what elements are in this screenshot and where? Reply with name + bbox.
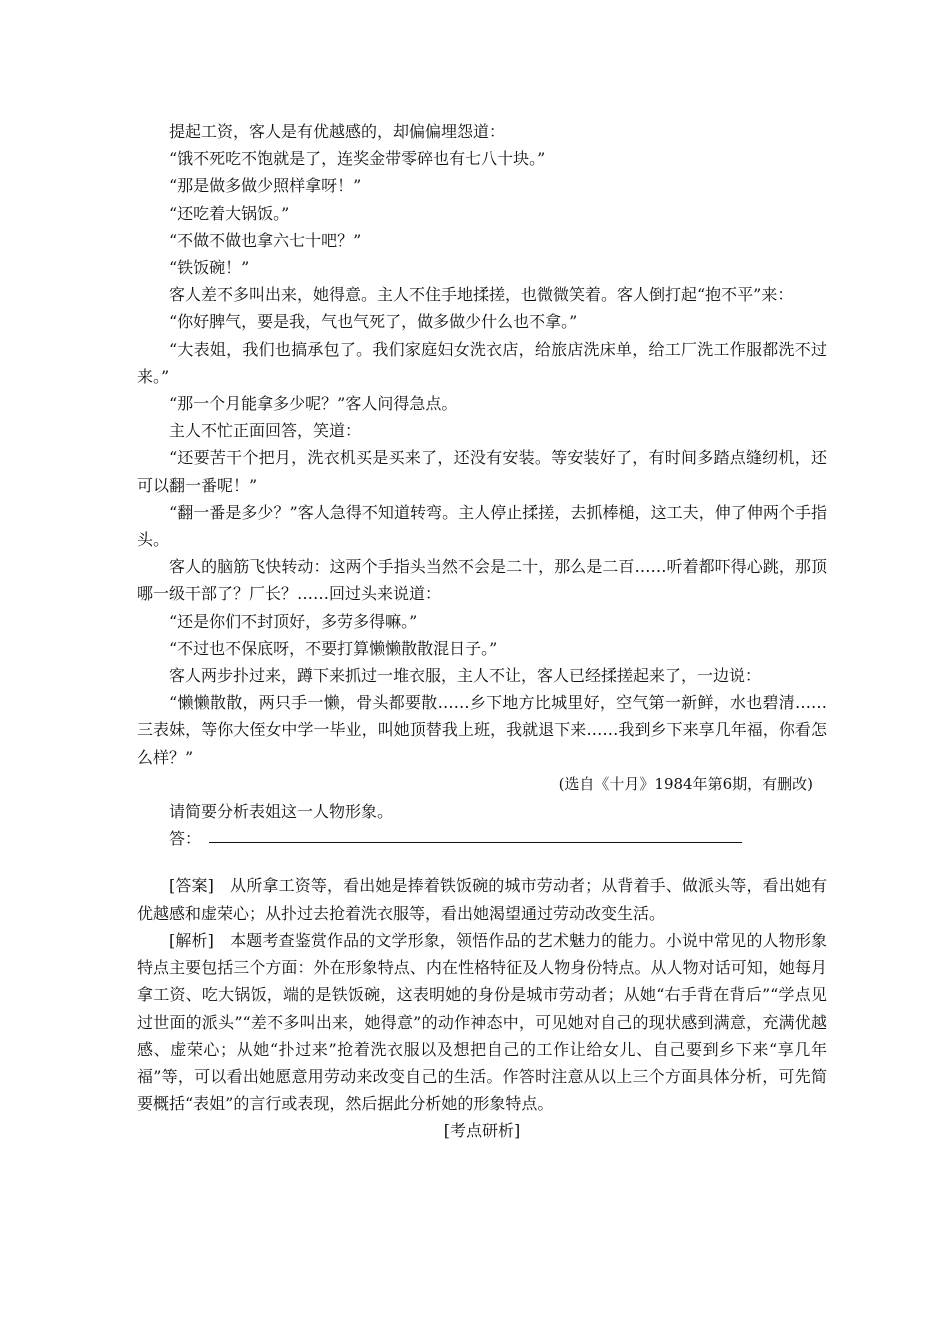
- document-page: [137, 118, 827, 1145]
- passage-paragraph: “那是做多做少照样拿呀！”: [169, 176, 362, 196]
- analysis-tag: [解析]: [169, 930, 214, 950]
- section-heading: [考点研析]: [443, 1121, 521, 1141]
- passage-paragraph: “铁饭碗！”: [169, 258, 250, 278]
- answer-blank[interactable]: [209, 842, 742, 843]
- passage-paragraph: “还吃着大锅饭。”: [169, 203, 290, 223]
- passage-paragraph: “大表姐，我们也搞承包了。我们家庭妇女洗衣店，给旅店洗床单，给工厂洗工作服都洗不过来。”: [137, 339, 827, 386]
- passage-paragraph: “不做不做也拿六七十吧？”: [169, 230, 362, 250]
- passage-paragraph: “翻一番是多少？”客人急得不知道转弯。主人停止揉搓，去抓棒槌，这工夫，伸了伸两个手指头。: [137, 502, 827, 550]
- passage-paragraph: “还是你们不封顶好，多劳多得嘛。”: [169, 611, 418, 631]
- passage-paragraph: 客人两步扑过来，蹲下来抓过一堆衣服，主人不让，客人已经揉搓起来了，一边说：: [169, 666, 762, 686]
- passage-paragraph: 客人差不多叫出来，她得意。主人不住手地揉搓，也微微笑着。客人倒打起“抱不平”来：: [169, 285, 794, 305]
- spacer: [137, 852, 827, 872]
- answer-tag: [答案]: [169, 876, 214, 896]
- passage-paragraph: “你好脾气，要是我，气也气死了，做多做少什么也不拿。”: [169, 312, 578, 332]
- passage-paragraph: 提起工资，客人是有优越感的，却偏偏埋怨道：: [169, 122, 506, 141]
- passage-paragraph: “懒懒散散，两只手一懒，骨头都要散……乡下地方比城里好，空气第一新鲜，水也碧清……三表妹，等你大侄女中学一毕业，叫她顶替我上班，我就退下来……我到乡下来享几年福，你看怎么样？”: [137, 693, 827, 767]
- analysis-text: 本题考查鉴赏作品的文学形象，领悟作品的艺术魅力的能力。小说中常见的人物形象特点主要包括三个方面：外在形象特点、内在性格特征及人物身份特点。从人物对话可知，她每月拿工资、吃大锅饭，端的是铁饭碗，这表明她的身份是城市劳动者；从她“右手背在背后”“学点见过世面的派头”“差不多叫出来，她得意”的动作神态中，可见她对自己的现状感到满意，充满优越感、虚荣心；从她“扑过来”抢着洗衣服以及想把自己的工作让给女儿、自己要到乡下来“享几年福”等，可以看出她愿意用劳动来改变自己的生活。作答时注意从以上三个方面具体分析，可先简要概括“表姐”的言行或表现，然后据此分析她的形象特点。: [137, 930, 827, 1114]
- passage-paragraph: “不过也不保底呀，不要打算懒懒散散混日子。”: [169, 638, 498, 658]
- passage-paragraph: 客人的脑筋飞快转动：这两个手指头当然不会是二十，那么是二百……听着都吓得心跳，那顶哪一级干部了？厂长？……回过头来说道：: [137, 557, 827, 604]
- answer-label: 答：: [169, 829, 202, 849]
- passage-paragraph: “饿不死吃不饱就是了，连奖金带零碎也有七八十块。”: [169, 149, 546, 169]
- analysis-paragraph: [137, 927, 827, 1117]
- answer-line: [137, 825, 827, 852]
- passage-paragraph: 主人不忙正面回答，笑道：: [169, 421, 362, 441]
- answer-paragraph: [137, 872, 827, 926]
- passage-paragraph: “那一个月能拿多少呢？”客人问得急点。: [169, 394, 458, 414]
- source-citation: (选自《十月》1984年第6期，有删改): [558, 774, 813, 793]
- question-text: 请简要分析表姐这一人物形象。: [169, 802, 394, 822]
- answer-text: 从所拿工资等，看出她是捧着铁饭碗的城市劳动者；从背着手、做派头等，看出她有优越感和虚荣心；从扑过去抢着洗衣服等，看出她渴望通过劳动改变生活。: [137, 876, 827, 923]
- passage-paragraph: “还要苦干个把月，洗衣机买是买来了，还没有安装。等安装好了，有时间多踏点缝纫机，还可以翻一番呢！”: [137, 448, 827, 495]
